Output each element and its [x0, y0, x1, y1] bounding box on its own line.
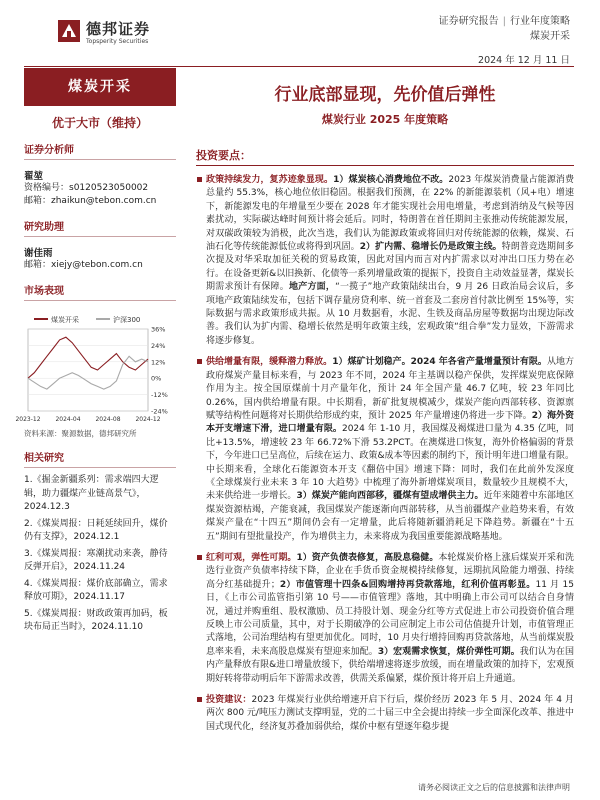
- y-tick-label: -12%: [151, 391, 168, 400]
- point-text: 近年来随着中东部地区煤炭资源枯竭，产能衰减，我国煤炭产能逐渐向西部转移，从当前疆煤产业趋势来看，有效煤炭产量在“十四五”期间仍会有一定增量，此后将随新疆消耗足下降趋势。新疆在“十五五”期间有望批量投产，作为增供主力，未来将成为我国重要能源战略基地。: [206, 491, 574, 542]
- point-text: 我们认为在国内产量释放有限&进口增量放缓下，供给端增速将逐步放缓，而在增量政策的加持下，宏观预期好转将带动明后年下游需求改善，供需关系偏紧，煤价预计将开启上升通道。: [206, 646, 574, 684]
- point-bold: 1）煤炭核心消费地位不改。: [333, 175, 449, 185]
- point-text: 11 月 15 日，《上市公司监管指引第 10 号——市值管理》落地，其中明确上市公司可以结合自身情况，通过并购重组、股权激励、员工持股计划、现金分红等方式促进上市公司投资价值合理反映上市公司质量，其中，对于长期破净的公司应制定上市公司估值提升计划，市值管理正式落地，公司治理结构有望更加优化。同时，10 月央行增持回购再贷款落地，从当前煤炭股息率来看，未来高股息煤炭有望迎来加配。: [206, 579, 574, 657]
- report-sector: 煤炭开采: [530, 31, 570, 42]
- related-heading: 相关研究: [24, 449, 176, 468]
- rating: 优于大市（维持）: [51, 116, 148, 130]
- x-tick-label: 2024-12: [135, 416, 161, 423]
- market-chart-svg: [15, 307, 176, 427]
- y-tick-label: 0%: [151, 374, 162, 383]
- assistant-name: 谢佳雨: [24, 248, 53, 259]
- related-item[interactable]: 5.《煤炭周报：财政政策再加码，板块布局正当时》，2024.11.10: [24, 608, 168, 632]
- legend-label: 沪深300: [113, 316, 141, 324]
- x-tick-label: 2024-04: [55, 416, 81, 423]
- point-bold: 1）煤矿计划稳产。2024 年各省产量增量预计有限。: [332, 357, 547, 368]
- point-text: 特朗普竞选期间多次提及对华采取加征关税的贸易政策，因此对国内而言对内扩需求以对冲出口压力势在必行。在设备更新&以旧换新、化债等一系列增量政策的提振下，投资自主动效益显著，煤炭长期需求预计有保障。: [206, 242, 574, 293]
- assistant-heading: 研究助理: [24, 218, 176, 237]
- invest-points-heading: 投资要点：: [196, 147, 574, 166]
- brand-name-cn: 德邦证券: [86, 20, 151, 38]
- point-headline: 供给增量有限，缓释潜力释放。: [206, 357, 333, 368]
- main-content: [196, 68, 574, 734]
- point-text: “一揽子”地产政策陆续出台，9 月 26 日政治局会议后，多项地产政策陆续发布，包括下调存量房贷利率、统一首套及二套房首付款比例至 15%等，实际数据与需求政策形成共振。从 10 月数据看，水泥、生铁及商品房屋等数据均出现边际改善。我们认为扩内需、稳增长依然是明年政策主线，宏观政策“组合拳”发力显效，下游需求将逐步修复。: [206, 282, 574, 346]
- y-tick-label: 12%: [151, 358, 166, 367]
- point-text: 2023 年煤炭消费量占能源消费总量约 55.3%，核心地位依旧稳固。根据我们预测，在 22% 的新能源装机（风+电）增速下，新能源发电的年增量至少要在 2028 年才能实现社会用电增量，考虑到消纳及气候等因素扰动，实际碳达峰时间预计将会延后。同时，特朗普在首任期间主张推动传统能源发展，对双碳政策较为消极，此次当选，我们认为能源政策或将回归对传统能源的依赖，煤炭、石油石化等传统能源低位或将得到巩固。: [206, 175, 574, 253]
- brand-logo: [58, 16, 168, 52]
- point-headline: 投资建议：: [206, 695, 252, 706]
- report-meta: 证券研究报告 | 行业年度策略 煤炭开采: [438, 16, 570, 42]
- report-type: 证券研究报告: [438, 16, 499, 27]
- bullet-icon: [197, 555, 202, 560]
- related-item[interactable]: 3.《煤炭周报：寒潮扰动来袭，静待反弹开启》，2024.11.24: [24, 548, 168, 572]
- point-headline: 红利可观，弹性可期。: [206, 552, 297, 563]
- header-divider: [24, 66, 574, 67]
- analyst-heading: 证券分析师: [24, 141, 176, 160]
- bullet-icon: [197, 177, 202, 182]
- invest-point-demand: [196, 174, 574, 348]
- market-chart: [15, 307, 176, 427]
- x-tick-label: 2023-12: [15, 416, 41, 423]
- bullet-icon: [197, 359, 202, 364]
- y-tick-label: -24%: [151, 407, 168, 416]
- point-bold: 2）扩内需、稳增长仍是政策主线。: [359, 242, 502, 253]
- series-line-1: [28, 356, 148, 389]
- bullet-icon: [197, 697, 202, 702]
- invest-point-dividend: [196, 552, 574, 686]
- related-list: [24, 474, 176, 635]
- point-bold: 1）资产负债表修复，高股息稳健。: [296, 552, 439, 563]
- y-tick-label: 36%: [151, 325, 166, 334]
- point-bold: 2）海外资本开支增速下滑，进口增量有限。: [206, 410, 574, 435]
- analyst-name: 翟堃: [24, 171, 44, 182]
- chart-source: 资料来源：聚源数据，德邦研究所: [24, 429, 137, 438]
- report-subtitle: 煤炭行业 2025 年度策略: [321, 113, 449, 126]
- related-item[interactable]: 1.《掘金新疆系列：需求端四大逻辑，助力疆煤产业链高景气》，2024.12.3: [24, 475, 159, 512]
- related-item[interactable]: 2.《煤炭周报：日耗延续回升，煤价仍有支撑》，2024.12.1: [24, 518, 168, 542]
- sector-title: 煤炭开采: [24, 68, 176, 106]
- point-bold: 地产方面，: [289, 282, 336, 293]
- invest-point-advice: [196, 694, 574, 734]
- y-tick-label: 24%: [151, 341, 166, 350]
- point-bold: 3）煤炭产能向西部移，疆煤有望成增供主力。: [296, 491, 484, 502]
- report-date: 2024 年 12 月 11 日: [478, 55, 570, 66]
- analyst-cert: 资格编号：s0120523050002: [24, 183, 149, 193]
- point-text: 2024 年 1-10 月，我国煤及褐煤进口量为 4.35 亿吨，同比+13.5%，增速较 23 年 66.72%下滑 53.2PCT。在澳煤进口恢复，海外价格偏弱的背景下，今年进口已呈高位，后续在运力、政策&成本等因素的制约下，预计明年进口增量有限。中长期来看，全球化石能源资本开支《翻倍中国》增速下降：同时，我们在此前外发深度《全球煤炭行业未来 3 年 10 大趋势》中梳理了海外新增煤炭项目，数量较少且规模不大，未来供给进一步增长。: [206, 424, 574, 502]
- brand-logo-icon: [58, 20, 80, 42]
- point-text: 2023 年煤炭行业供给增速开启下行后，煤价经历 2023 年 5 月、2024 年 4 月两次 800 元/吨压力测试支撑明显，党的二十届三中全会提出持续一步全面深化改革、推进中国式现代化，经济复苏叠加弱供给，煤价中枢有望逐年稳步提: [206, 695, 574, 732]
- plot-frame: [28, 329, 148, 411]
- related-item[interactable]: 4.《煤炭周报：煤价底部确立，需求释放可期》，2024.11.17: [24, 578, 168, 602]
- report-title: 行业底部显现，先价值后弹性: [274, 85, 496, 105]
- analyst-email[interactable]: 邮箱：zhaikun@tebon.com.cn: [24, 196, 157, 206]
- market-heading: 市场表现: [24, 282, 176, 301]
- point-bold: 3）宏观需求恢复，煤价弹性可期。: [377, 646, 520, 657]
- invest-point-supply: [196, 356, 574, 544]
- assistant-email[interactable]: 邮箱：xiejy@tebon.com.cn: [24, 260, 143, 270]
- point-text: 本轮煤炭价格上涨后煤炭开采和洗选行业资产负债率持续下降，企业在手货币资金规模持续修复，远期抗风险能力增强、持续高分红基础提升；: [206, 552, 574, 590]
- legend-label: 煤炭开采: [51, 316, 79, 324]
- point-bold: 2）市值管理十四条&回购增持再贷款落地，红利价值再彰显。: [279, 579, 536, 590]
- x-tick-label: 2024-08: [95, 416, 121, 423]
- disclaimer-footer: 请务必阅读正文之后的信息披露和法律声明: [418, 783, 570, 792]
- report-kind: 行业年度策略: [510, 16, 570, 27]
- point-headline: 政策持续发力，复苏迹象显现。: [206, 175, 334, 185]
- page-header: [0, 0, 600, 66]
- point-text: 从地方政府煤炭产量目标来看，与 2023 年不同，2024 年主基调以稳产保供，发挥煤炭兜底保障作用为主。按全国原煤前十月产量年化，预计 24 年全国产量 46.7 亿吨，较 23 年同比 0.26%，国内供给增量有限。中长期看，新矿批复规模减少，煤炭产能向西部转移、资源禀赋等结构性问题将对长期供给形成约束，预计 2025 年产量增速仍将进一步下降。: [206, 357, 574, 421]
- sidebar: [15, 68, 176, 758]
- brand-name-en: Topsperity Securities: [86, 38, 149, 45]
